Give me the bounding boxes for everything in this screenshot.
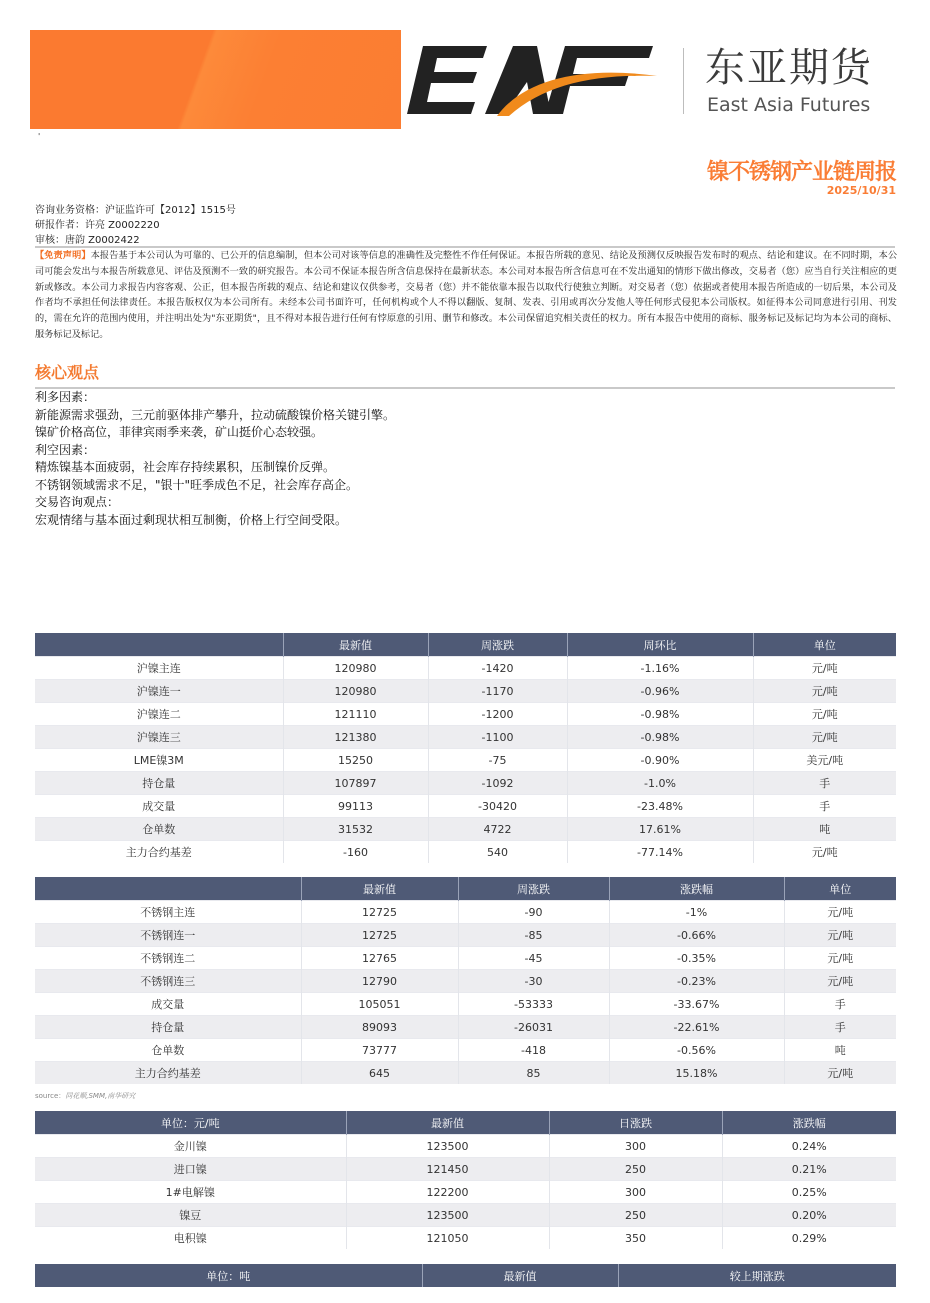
table-row [35, 1062, 896, 1085]
table-cell: 540 [428, 841, 567, 864]
inventory-table [35, 1264, 896, 1287]
table-cell: -0.23% [609, 970, 784, 993]
table-cell: 0.21% [722, 1158, 896, 1181]
table-cell: -85 [458, 924, 609, 947]
qualification: 咨询业务资格：沪证监许可【2012】1515号 [35, 205, 236, 216]
row-label: 沪镍主连 [35, 657, 283, 680]
eaf-logo-icon [405, 42, 665, 118]
row-label: 仓单数 [35, 818, 283, 841]
table-cell: 73777 [301, 1039, 458, 1062]
table-cell: 元/吨 [784, 970, 896, 993]
table-row [35, 1158, 896, 1181]
point-line: 新能源需求强劲，三元前驱体排产攀升，拉动硫酸镍价格关键引擎。 [35, 407, 396, 422]
column-header: 最新值 [346, 1111, 549, 1135]
table-cell: 0.25% [722, 1181, 896, 1204]
author: 研报作者：许亮 Z0002220 [35, 220, 160, 231]
table-row [35, 924, 896, 947]
table-cell: 手 [784, 993, 896, 1016]
row-label: 持仓量 [35, 772, 283, 795]
table-cell: 4722 [428, 818, 567, 841]
table-row [35, 749, 896, 772]
row-label: LME镍3M [35, 749, 283, 772]
spot-nickel-table [35, 1111, 896, 1249]
disclaimer-text: 本报告基于本公司认为可靠的、已公开的信息编制，但本公司对该等信息的准确性及完整性不作任何保证。本报告所载的意见、结论及预测仅反映报告发布时的观点、结论和建议。在不同时期，本公司可能会发出与本报告所载意见、评估及预测不一致的研究报告。本公司不保证本报告所含信息保持在最新状态。本公司对本报告所含信息可在不发出通知的情形下做出修改，交易者（您）应当自行关注相应的更新或修改。本公司力求报告内容客观、公正，但本报告所载的观点、结论和建议仅供参考，交易者（您）并不能依靠本报告以取代行使独立判断。对交易者（您）依据或者使用本报告所造成的一切后果，本公司及作者均不承担任何法律责任。本报告版权仅为本公司所有。未经本公司书面许可，任何机构或个人不得以翻版、复制、发表、引用或再次分发他人等任何形式侵犯本公司版权。如征得本公司同意进行引用、刊发的，需在允许的范围内使用，并注明出处为"东亚期货"，且不得对本报告进行任何有悖原意的引用、删节和修改。本公司保留追究相关责任的权力。所有本报告中使用的商标、服务标记及标记均为本公司的商标、服务标记及标记。 [35, 250, 898, 340]
row-label: 电积镍 [35, 1227, 346, 1250]
table-cell: -0.98% [567, 703, 753, 726]
point-line: 交易咨询观点： [35, 495, 120, 509]
column-header: 最新值 [422, 1264, 618, 1287]
table-cell: 121110 [283, 703, 428, 726]
row-label: 主力合约基差 [35, 841, 283, 864]
column-header: 最新值 [283, 633, 428, 657]
column-header: 日涨跌 [549, 1111, 722, 1135]
table-cell: 99113 [283, 795, 428, 818]
table-cell: -0.66% [609, 924, 784, 947]
row-label: 沪镍连一 [35, 680, 283, 703]
table-cell: -22.61% [609, 1016, 784, 1039]
table-cell: 300 [549, 1135, 722, 1158]
row-label: 金川镍 [35, 1135, 346, 1158]
table-cell: 85 [458, 1062, 609, 1085]
row-label: 沪镍连二 [35, 703, 283, 726]
disclaimer [35, 248, 897, 343]
table-cell: 123500 [346, 1204, 549, 1227]
table-cell: 12725 [301, 901, 458, 924]
table-cell: 吨 [784, 1039, 896, 1062]
table-cell: 元/吨 [784, 1062, 896, 1085]
column-header: 周环比 [567, 633, 753, 657]
table-cell: -1170 [428, 680, 567, 703]
header-orange-band [30, 30, 401, 129]
row-label: 不锈钢连三 [35, 970, 301, 993]
table-row [35, 726, 896, 749]
row-label: 不锈钢主连 [35, 901, 301, 924]
row-label: 主力合约基差 [35, 1062, 301, 1085]
table-cell: -77.14% [567, 841, 753, 864]
point-line: 精炼镍基本面疲弱，社会库存持续累积，压制镍价反弹。 [35, 460, 336, 474]
table-cell: -0.96% [567, 680, 753, 703]
core-view-points [35, 389, 395, 529]
table-row [35, 818, 896, 841]
column-header: 周涨跌 [458, 877, 609, 901]
table-cell: -45 [458, 947, 609, 970]
point-line: 利空因素： [35, 442, 96, 457]
point-line: 镍矿价格高位，菲律宾雨季来袭，矿山挺价心态较强。 [35, 425, 324, 439]
table-row [35, 901, 896, 924]
column-header: 单位：吨 [35, 1264, 422, 1287]
table-cell: 元/吨 [753, 841, 896, 864]
table-row [35, 795, 896, 818]
table-row [35, 1016, 896, 1039]
table-cell: -53333 [458, 993, 609, 1016]
table-row [35, 1181, 896, 1204]
report-date: 2025/10/31 [826, 184, 896, 197]
row-label: 不锈钢连二 [35, 947, 301, 970]
tick-mark: ' [38, 132, 41, 141]
table-cell: 121450 [346, 1158, 549, 1181]
column-header: 单位：元/吨 [35, 1111, 346, 1135]
table-row [35, 772, 896, 795]
table-cell: -0.98% [567, 726, 753, 749]
column-header [35, 877, 301, 901]
column-header: 涨跌幅 [722, 1111, 896, 1135]
table-cell: 手 [753, 772, 896, 795]
table-header-row [35, 633, 896, 657]
table-cell: 元/吨 [753, 726, 896, 749]
table-cell: -26031 [458, 1016, 609, 1039]
table-cell: -0.56% [609, 1039, 784, 1062]
table-cell: -1200 [428, 703, 567, 726]
table-cell: 120980 [283, 657, 428, 680]
table-cell: -1100 [428, 726, 567, 749]
table-cell: -75 [428, 749, 567, 772]
point-line: 不锈钢领域需求不足，"银十"旺季成色不足，社会库存高企。 [35, 477, 359, 492]
source-text: 同花顺,SMM,南华研究 [65, 1092, 136, 1100]
logo-divider [683, 48, 684, 114]
report-meta [35, 203, 236, 248]
company-name-en: East Asia Futures [707, 94, 871, 116]
company-name-cn: 东亚期货 [705, 45, 873, 91]
table-cell: 300 [549, 1181, 722, 1204]
column-header: 较上期涨跌 [618, 1264, 896, 1287]
table-cell: 89093 [301, 1016, 458, 1039]
table-header-row [35, 877, 896, 901]
row-label: 仓单数 [35, 1039, 301, 1062]
stainless-futures-table [35, 877, 896, 1084]
table-cell: 122200 [346, 1181, 549, 1204]
table-cell: 121050 [346, 1227, 549, 1250]
column-header: 单位 [753, 633, 896, 657]
table-cell: 0.20% [722, 1204, 896, 1227]
table-row [35, 947, 896, 970]
table-cell: 元/吨 [784, 947, 896, 970]
column-header: 周涨跌 [428, 633, 567, 657]
table-cell: 吨 [753, 818, 896, 841]
table-row [35, 1039, 896, 1062]
table-row [35, 1135, 896, 1158]
table-cell: -30420 [428, 795, 567, 818]
table-cell: -1092 [428, 772, 567, 795]
table-row [35, 1227, 896, 1250]
row-label: 不锈钢连一 [35, 924, 301, 947]
table-cell: 12790 [301, 970, 458, 993]
table-cell: 31532 [283, 818, 428, 841]
table-row [35, 841, 896, 864]
nickel-futures-table [35, 633, 896, 863]
table-cell: 17.61% [567, 818, 753, 841]
table-cell: 121380 [283, 726, 428, 749]
row-label: 成交量 [35, 993, 301, 1016]
table-cell: 107897 [283, 772, 428, 795]
table-cell: 0.29% [722, 1227, 896, 1250]
row-label: 镍豆 [35, 1204, 346, 1227]
table-row [35, 703, 896, 726]
column-header: 涨跌幅 [609, 877, 784, 901]
point-line: 宏观情绪与基本面过剩现状相互制衡，价格上行空间受限。 [35, 512, 348, 527]
table-row [35, 680, 896, 703]
table-row [35, 970, 896, 993]
table-header-row [35, 1111, 896, 1135]
table-cell: 0.24% [722, 1135, 896, 1158]
table-cell: 元/吨 [753, 680, 896, 703]
report-title: 镍不锈钢产业链周报 [706, 160, 896, 185]
table-cell: 元/吨 [753, 703, 896, 726]
column-header: 单位 [784, 877, 896, 901]
table-cell: 元/吨 [753, 657, 896, 680]
table-row [35, 993, 896, 1016]
table-cell: -33.67% [609, 993, 784, 1016]
column-header: 最新值 [301, 877, 458, 901]
table-cell: -0.35% [609, 947, 784, 970]
table-cell: 15.18% [609, 1062, 784, 1085]
section-title-core-view: 核心观点 [35, 363, 100, 382]
table-cell: -90 [458, 901, 609, 924]
row-label: 1#电解镍 [35, 1181, 346, 1204]
table-cell: -160 [283, 841, 428, 864]
reviewer: 审核：唐韵 Z0002422 [35, 235, 140, 246]
table-cell: 12725 [301, 924, 458, 947]
table-cell: 元/吨 [784, 924, 896, 947]
table-cell: 250 [549, 1158, 722, 1181]
table-cell: -1420 [428, 657, 567, 680]
table-cell: 120980 [283, 680, 428, 703]
table-cell: -1.0% [567, 772, 753, 795]
table-cell: -418 [458, 1039, 609, 1062]
table-cell: 12765 [301, 947, 458, 970]
table-cell: 手 [753, 795, 896, 818]
row-label: 成交量 [35, 795, 283, 818]
row-label: 沪镍连三 [35, 726, 283, 749]
table-cell: 美元/吨 [753, 749, 896, 772]
table-cell: -0.90% [567, 749, 753, 772]
table-row [35, 657, 896, 680]
table-cell: 350 [549, 1227, 722, 1250]
table-header-row [35, 1264, 896, 1287]
table-cell: -23.48% [567, 795, 753, 818]
disclaimer-tag: 【免责声明】 [35, 250, 91, 261]
row-label: 进口镍 [35, 1158, 346, 1181]
column-header [35, 633, 283, 657]
table-cell: 手 [784, 1016, 896, 1039]
table-cell: 250 [549, 1204, 722, 1227]
table-cell: 123500 [346, 1135, 549, 1158]
source-note [35, 1091, 135, 1101]
source-label: source： [35, 1092, 66, 1100]
table-cell: -30 [458, 970, 609, 993]
row-label: 持仓量 [35, 1016, 301, 1039]
table-row [35, 1204, 896, 1227]
table-cell: 15250 [283, 749, 428, 772]
table-cell: -1% [609, 901, 784, 924]
table-cell: 元/吨 [784, 901, 896, 924]
table-cell: -1.16% [567, 657, 753, 680]
point-line: 利多因素： [35, 390, 96, 404]
table-cell: 645 [301, 1062, 458, 1085]
table-cell: 105051 [301, 993, 458, 1016]
